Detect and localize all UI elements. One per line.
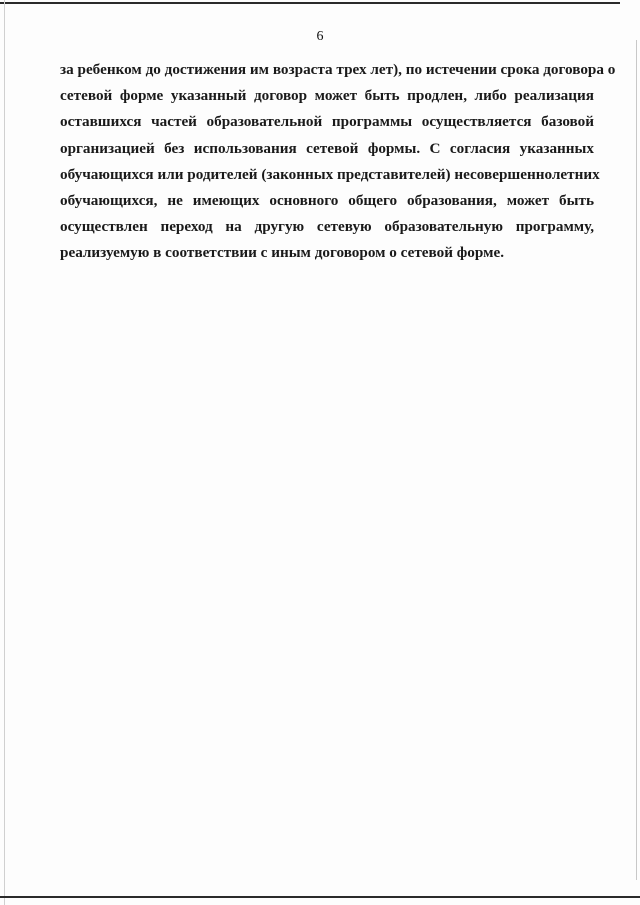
text-line: осуществлен переход на другую сетевую образовательную программу, bbox=[60, 218, 594, 236]
text-line: за ребенком до достижения им возраста трех лет), по истечении срока договора о bbox=[60, 61, 616, 78]
text-line: обучающихся или родителей (законных представителей) несовершеннолетних bbox=[60, 165, 600, 183]
right-scan-edge bbox=[636, 40, 637, 880]
text-line-last: реализуемую в соответствии с иным договором о сетевой форме. bbox=[60, 244, 504, 262]
body-paragraph bbox=[60, 57, 616, 267]
text-line: обучающихся, не имеющих основного общего образования, может быть bbox=[60, 191, 594, 209]
page-number: 6 bbox=[316, 29, 324, 44]
left-scan-edge bbox=[4, 0, 5, 905]
text-line: организацией без использования сетевой формы. С согласия указанных bbox=[60, 139, 594, 157]
text-line: сетевой форме указанный договор может быть продлен, либо реализация bbox=[60, 87, 594, 105]
text-line: оставшихся частей образовательной программы осуществляется базовой bbox=[60, 113, 594, 131]
bottom-scan-border bbox=[0, 896, 640, 898]
top-scan-border bbox=[0, 2, 620, 4]
